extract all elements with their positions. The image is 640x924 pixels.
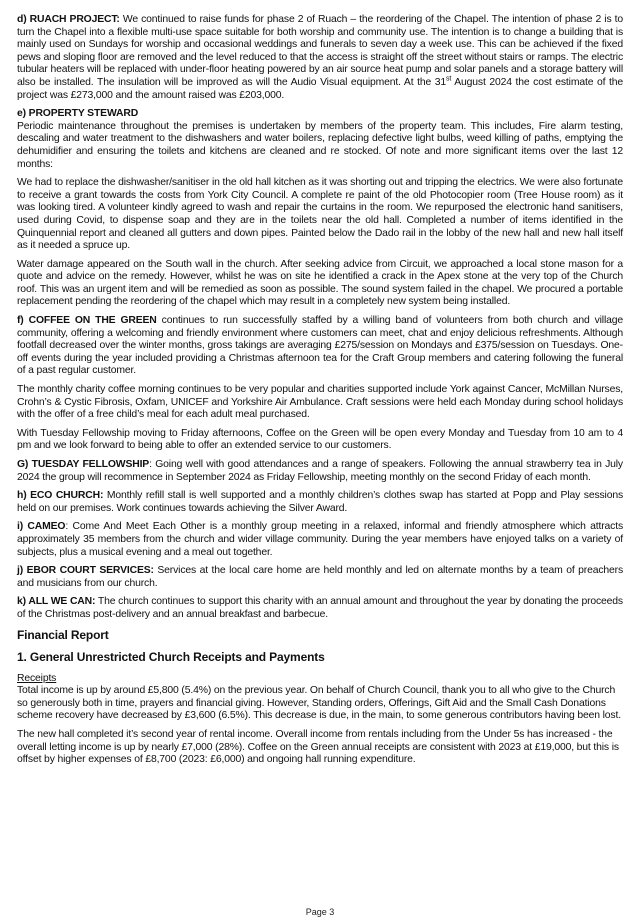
receipts-label: Receipts xyxy=(17,672,57,684)
financial-report-title: Financial Report xyxy=(17,627,109,642)
ruach-heading: d) RUACH PROJECT: xyxy=(17,14,120,25)
property-paragraph-2: We had to replace the dishwasher/sanitiser in the old hall kitchen as it was shorting out and tripping the electrics. We were also fortunate to receive a grant towards the costs from York City Council. A complete re paint of the old Photocopier room (Tree House room) as it was looking tired. A volunteer kindly agreed to wash and repair the curtains in the room. We repurposed the electronic hand sanitisers, used during Covid, to dispense soap and they are in the toilets near the old hall. Completed a number of items identified in the Quinquennial report and cleaned all gutters and down pipes. Painted below the Dado rail in the lobby of the new hall and new hall itself as it needed a spruce up. xyxy=(17,177,623,252)
coffee-paragraph-3: With Tuesday Fellowship moving to Friday afternoons, Coffee on the Green will be open every Monday and Tuesday from 10 am to 4 pm and we look forward to being able to offer an extended service to our customers. xyxy=(17,427,623,452)
coffee-paragraph-2: The monthly charity coffee morning continues to be very popular and charities supported include York against Cancer, McMillan Nurses, Crohn’s & Cystic Fibrosis, Oxfam, UNICEF and Yorkshire Air Ambulance. Craft sessions were held each Monday during school holidays with the offer of a free child’s meal for each adult meal purchased. xyxy=(17,384,623,421)
cameo-section: i) CAMEO: Come And Meet Each Other is a monthly group meeting in a relaxed, informal and friendly atmosphere which attracts approximately 35 members from the church and wider village community. During the year members have enjoyed talks on a variety of subjects, plus a musical evening and a meal out together. xyxy=(17,521,623,558)
ebor-court-section: j) EBOR COURT SERVICES: Services at the local care home are held monthly and led on alternate months by a team of preachers and musicians from our church. xyxy=(17,565,623,589)
document-page xyxy=(17,14,623,773)
eco-heading: h) ECO CHURCH: xyxy=(17,490,104,502)
coffee-heading: f) COFFEE ON THE GREEN xyxy=(17,315,157,327)
all-we-can-section: k) ALL WE CAN: The church continues to support this charity with an annual amount and throughout the year by donating the proceeds of the Christmas post-delivery and an annual breakfast and barbecue. xyxy=(17,596,623,620)
tuesday-fellowship-section: G) TUESDAY FELLOWSHIP: Going well with good attendances and a range of speakers. Following the annual strawberry tea in July 2024 the group will recommence in September 2024 as Friday Fellowship, meeting monthly on the second Friday of each month. xyxy=(17,459,623,483)
fellowship-heading: G) TUESDAY FELLOWSHIP xyxy=(17,459,150,470)
eco-church-section: h) ECO CHURCH: Monthly refill stall is well supported and a monthly children’s clothes swap has started at Popp and Play sessions held on our premises. Work continues towards achieving the Silver Award. xyxy=(17,490,623,514)
coffee-on-the-green-section: f) COFFEE ON THE GREEN continues to run successfully staffed by a willing band of volunteers from both church and village community, offering a welcoming and friendly environment where customers can meet, chat and enjoy delicious refreshments. Although footfall decreased over the winter months, gross takings are averaging £275/session on Mondays and £375/session on Tuesdays. One-off events during the year included providing a Christmas afternoon tea for the Craft Group members and catering following the funeral of a past regular customer. xyxy=(17,315,623,377)
property-paragraph-1: Periodic maintenance throughout the premises is undertaken by members of the property team. This includes, Fire alarm testing, descaling and water treatment to the dishwashers and water boilers, replacing defective light bulbs, weed killing of paths, emptying the dehumidifier and ensuring the toilets and kitchens are cleaned and re stocked. Of note and more significant items over the last 12 months: xyxy=(17,120,623,170)
cameo-heading: i) CAMEO xyxy=(17,521,66,533)
receipts-paragraph-2: The new hall completed it’s second year of rental income. Overall income from rentals including from the Under 5s has increased - the overall letting income is up by nearly £7,000 (28%). Coffee on the Green annual receipts are consistent with 2023 at £19,000, but this is offset by higher expenses of £8,700 (2023: £6,000) and ongoing hall running expenditure. xyxy=(17,728,619,766)
allwecan-heading: k) ALL WE CAN: xyxy=(17,596,96,608)
ebor-heading: j) EBOR COURT SERVICES: xyxy=(17,565,154,577)
page-number: Page 3 xyxy=(305,907,335,917)
ruach-project-section: d) RUACH PROJECT: We continued to raise funds for phase 2 of Ruach – the reordering of the Chapel. The intention of phase 2 is to turn the Chapel into a flexible multi-use space suitable for both worship and community use. The intention is to change a building that is mainly used on Sundays for worship and occasional weddings and funerals to seven day a week use. This can be achieved if the fixed pews and sloping floor are removed and the level reduced to that the access is straight off the street without stairs or ramps. The electric tubular heaters will be replaced with under-floor heating powered by an air source heat pump and solar panels and a storage battery will also be installed. The insulation will be improved as will the Audio Visual equipment. At the 31st August 2024 the cost estimate of the project was £273,000 and the amount raised was £203,000. xyxy=(17,14,623,101)
property-paragraph-3: Water damage appeared on the South wall in the church. After seeking advice from Circuit, we approached a local stone mason for a quote and advice on the remedy. However, whilst he was on site he identified a crack in the Apex stone at the very top of the Church roof. This was an urgent item and will be remedied as soon as possible. The sound system failed in the chapel. We procured a portable replacement pending the reordering of the chapel which may result in a completely new system being installed. xyxy=(17,258,623,308)
receipts-paragraph-1: Total income is up by around £5,800 (5.4%) on the previous year. On behalf of Church Council, thank you to all who give to the Church so generously both in time, prayers and financial giving. However, Standing orders, Offerings, Gift Aid and the Small Cash Donations scheme recovery have decreased by £3,600 (6.5%). This decrease is due, in the main, to some generous contributors having been lost. xyxy=(17,685,621,722)
general-receipts-heading: 1. General Unrestricted Church Receipts and Payments xyxy=(17,649,325,664)
property-steward-heading: e) PROPERTY STEWARD xyxy=(17,108,139,120)
